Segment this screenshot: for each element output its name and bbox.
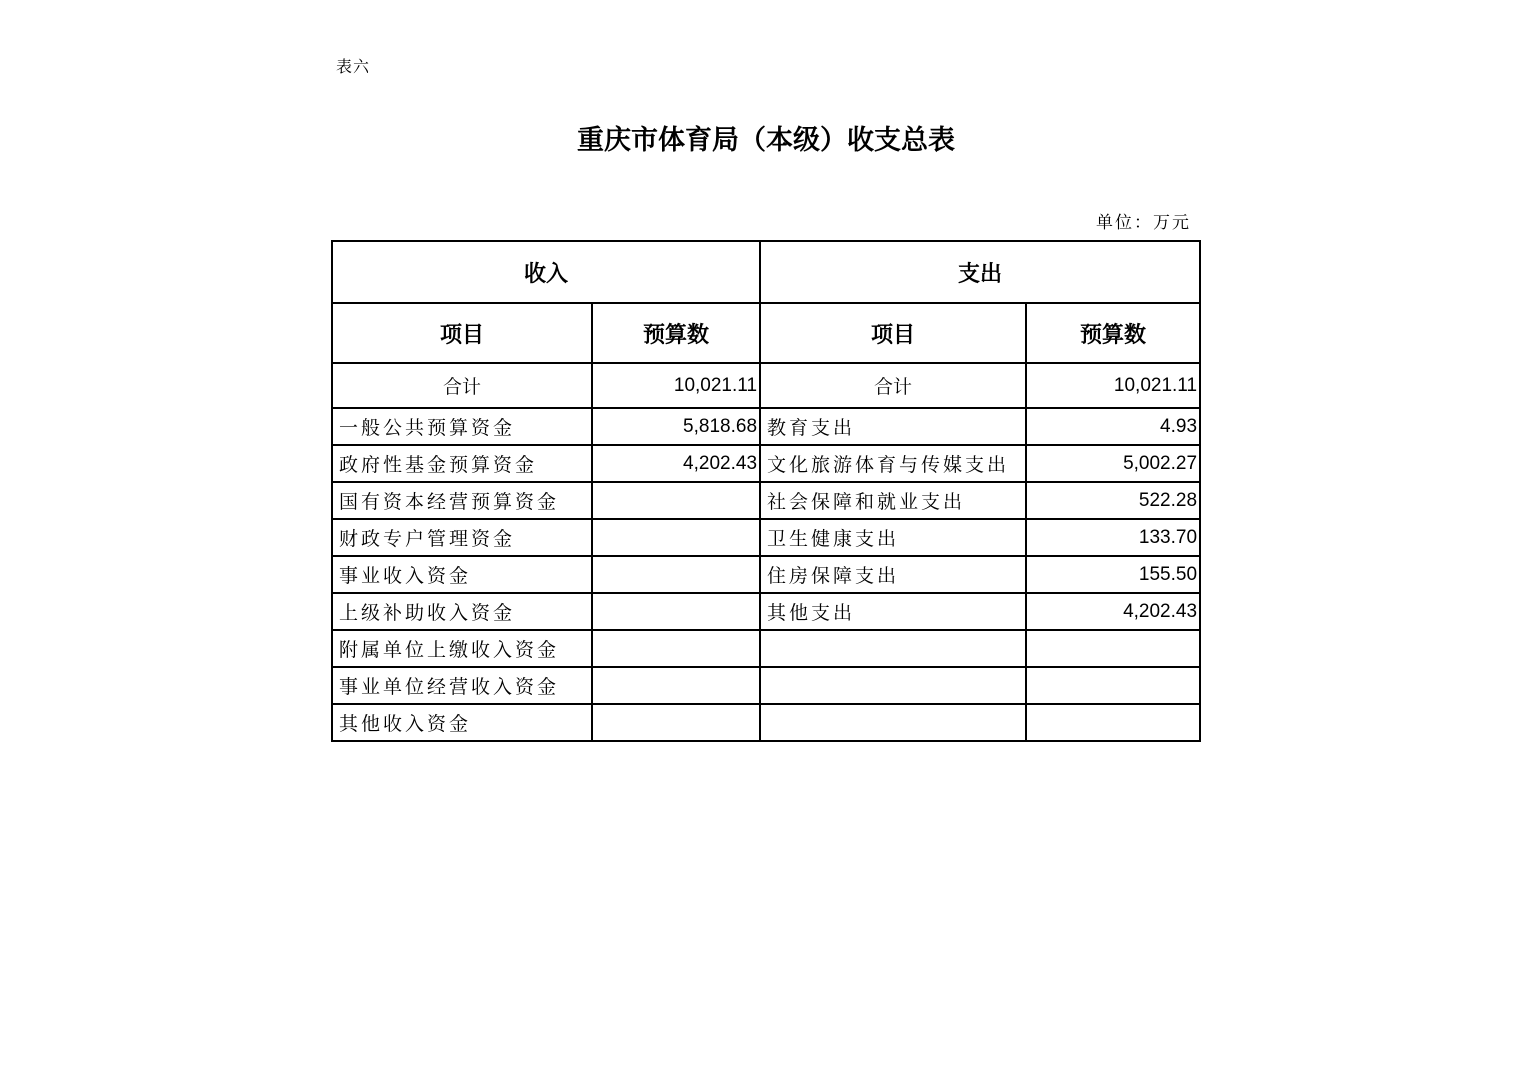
income-item: 其他收入资金 <box>332 704 592 741</box>
expense-item <box>760 667 1026 704</box>
expense-value: 522.28 <box>1026 482 1200 519</box>
expense-item: 文化旅游体育与传媒支出 <box>760 445 1026 482</box>
table-row <box>332 408 1200 445</box>
expense-total-value: 10,021.11 <box>1026 363 1200 408</box>
expense-value: 133.70 <box>1026 519 1200 556</box>
income-total-value: 10,021.11 <box>592 363 760 408</box>
table-row <box>332 593 1200 630</box>
table-row <box>332 556 1200 593</box>
income-item: 事业单位经营收入资金 <box>332 667 592 704</box>
table-row <box>332 704 1200 741</box>
table-row <box>332 630 1200 667</box>
expense-item: 住房保障支出 <box>760 556 1026 593</box>
expense-value: 4,202.43 <box>1026 593 1200 630</box>
table-row <box>332 667 1200 704</box>
income-value: 4,202.43 <box>592 445 760 482</box>
income-value <box>592 519 760 556</box>
section-header-row <box>332 241 1200 303</box>
table-row <box>332 445 1200 482</box>
expense-total-label: 合计 <box>760 363 1026 408</box>
column-header-row <box>332 303 1200 363</box>
income-header: 收入 <box>332 241 760 303</box>
income-value <box>592 667 760 704</box>
income-value <box>592 593 760 630</box>
expense-item <box>760 630 1026 667</box>
income-value <box>592 556 760 593</box>
expense-value <box>1026 704 1200 741</box>
income-item: 国有资本经营预算资金 <box>332 482 592 519</box>
expense-item: 其他支出 <box>760 593 1026 630</box>
income-total-label: 合计 <box>332 363 592 408</box>
income-item-column-header: 项目 <box>332 303 592 363</box>
income-value <box>592 630 760 667</box>
expense-item-column-header: 项目 <box>760 303 1026 363</box>
expense-value <box>1026 667 1200 704</box>
unit-label: 单位：万元 <box>1096 213 1191 233</box>
expense-value <box>1026 630 1200 667</box>
expense-item: 卫生健康支出 <box>760 519 1026 556</box>
income-budget-column-header: 预算数 <box>592 303 760 363</box>
expense-value: 4.93 <box>1026 408 1200 445</box>
table-number-label: 表六 <box>336 57 371 76</box>
income-item: 事业收入资金 <box>332 556 592 593</box>
budget-summary-table <box>331 240 1201 742</box>
expense-item: 教育支出 <box>760 408 1026 445</box>
expense-budget-column-header: 预算数 <box>1026 303 1200 363</box>
income-value <box>592 704 760 741</box>
expense-item <box>760 704 1026 741</box>
expense-header: 支出 <box>760 241 1200 303</box>
table-row <box>332 482 1200 519</box>
expense-value: 155.50 <box>1026 556 1200 593</box>
income-item: 附属单位上缴收入资金 <box>332 630 592 667</box>
income-value: 5,818.68 <box>592 408 760 445</box>
expense-item: 社会保障和就业支出 <box>760 482 1026 519</box>
income-item: 一般公共预算资金 <box>332 408 592 445</box>
total-row <box>332 363 1200 408</box>
income-item: 政府性基金预算资金 <box>332 445 592 482</box>
page-title: 重庆市体育局（本级）收支总表 <box>577 125 955 156</box>
expense-value: 5,002.27 <box>1026 445 1200 482</box>
income-item: 财政专户管理资金 <box>332 519 592 556</box>
income-value <box>592 482 760 519</box>
table-row <box>332 519 1200 556</box>
income-item: 上级补助收入资金 <box>332 593 592 630</box>
